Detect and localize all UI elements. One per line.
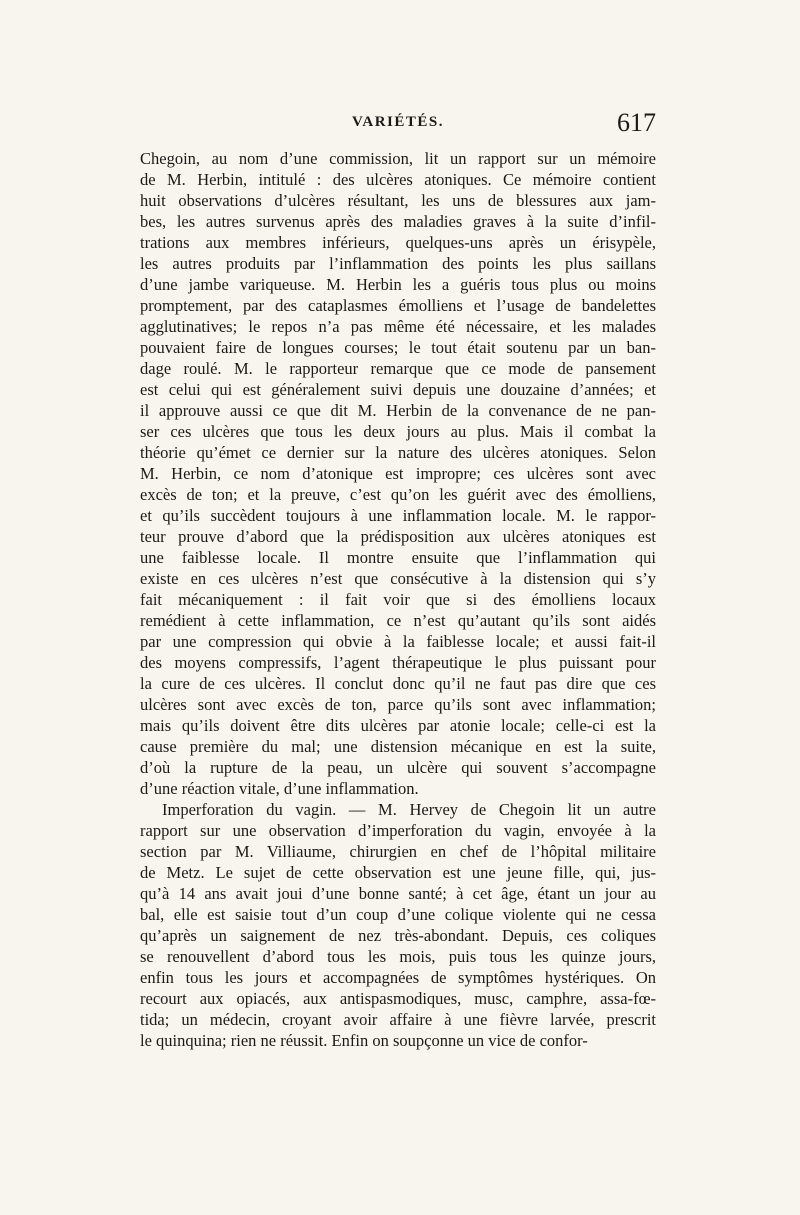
text-line: fait mécaniquement : il fait voir que si des émolliens locaux — [140, 590, 656, 609]
text-line: et qu’ils succèdent toujours à une inflammation locale. M. le rappor- — [140, 506, 656, 525]
text-line: est celui qui est généralement suivi depuis une douzaine d’années; et — [140, 380, 656, 399]
text-line: qu’à 14 ans avait joui d’une bonne santé; à cet âge, étant un jour au — [140, 884, 656, 903]
text-line: d’où la rupture de la peau, un ulcère qui souvent s’accompagne — [140, 758, 656, 777]
body-text — [140, 148, 656, 1051]
text-line: de Metz. Le sujet de cette observation est une jeune fille, qui, jus- — [140, 863, 656, 882]
text-line: par une compression qui obvie à la faiblesse locale; et aussi fait-il — [140, 632, 656, 651]
page-number: 617 — [617, 108, 656, 137]
text-line: bes, les autres survenus après des maladies graves à la suite d’infil- — [140, 212, 656, 231]
text-line: existe en ces ulcères n’est que consécutive à la distension qui s’y — [140, 569, 656, 588]
text-line: recourt aux opiacés, aux antispasmodiques, musc, camphre, assa-fœ- — [140, 989, 656, 1008]
text-line: Imperforation du vagin. — M. Hervey de Chegoin lit un autre — [162, 800, 656, 819]
text-line: se renouvellent d’abord tous les mois, puis tous les quinze jours, — [140, 947, 656, 966]
text-line: bal, elle est saisie tout d’un coup d’une colique violente qui ne cessa — [140, 905, 656, 924]
text-line: excès de ton; et la preuve, c’est qu’on les guérit avec des émolliens, — [140, 485, 656, 504]
text-line: la cure de ces ulcères. Il conclut donc qu’il ne faut pas dire que ces — [140, 674, 656, 693]
text-line: teur prouve d’abord que la prédisposition aux ulcères atoniques est — [140, 527, 656, 546]
text-line: pouvaient faire de longues courses; le tout était soutenu par un ban- — [140, 338, 656, 357]
paragraph — [140, 148, 656, 799]
text-line: d’une jambe variqueuse. M. Herbin les a guéris tous plus ou moins — [140, 275, 656, 294]
text-line: de M. Herbin, intitulé : des ulcères atoniques. Ce mémoire contient — [140, 170, 656, 189]
text-line: huit observations d’ulcères résultant, les uns de blessures aux jam- — [140, 191, 656, 210]
running-title: VARIÉTÉS. — [351, 114, 444, 130]
text-line: Chegoin, au nom d’une commission, lit un rapport sur un mémoire — [140, 149, 656, 168]
text-line: enfin tous les jours et accompagnées de symptômes hystériques. On — [140, 968, 656, 987]
text-line: section par M. Villiaume, chirurgien en chef de l’hôpital militaire — [140, 842, 656, 861]
text-line: tida; un médecin, croyant avoir affaire à une fièvre larvée, prescrit — [140, 1010, 656, 1029]
text-line: ulcères sont avec excès de ton, parce qu’ils sont avec inflammation; — [140, 695, 656, 714]
text-line: dage roulé. M. le rapporteur remarque que ce mode de pansement — [140, 359, 656, 378]
text-line: cause première du mal; une distension mécanique en est la suite, — [140, 737, 656, 756]
text-line: trations aux membres inférieurs, quelques-uns après un érisypèle, — [140, 233, 656, 252]
text-line: une faiblesse locale. Il montre ensuite que l’inflammation qui — [140, 548, 656, 567]
text-line: ser ces ulcères que tous les deux jours au plus. Mais il combat la — [140, 422, 656, 441]
text-line: remédient à cette inflammation, ce n’est qu’autant qu’ils sont aidés — [140, 611, 656, 630]
text-line: promptement, par des cataplasmes émolliens et l’usage de bandelettes — [140, 296, 656, 315]
text-line: qu’après un saignement de nez très-abondant. Depuis, ces coliques — [140, 926, 656, 945]
text-line: il approuve aussi ce que dit M. Herbin de la convenance de ne pan- — [140, 401, 656, 420]
paragraph — [140, 799, 656, 1051]
text-line: agglutinatives; le repos n’a pas même été nécessaire, et les malades — [140, 317, 656, 336]
text-line: mais qu’ils doivent être dits ulcères par atonie locale; celle-ci est la — [140, 716, 656, 735]
text-line: théorie qu’émet ce dernier sur la nature des ulcères atoniques. Selon — [140, 443, 656, 462]
text-line: d’une réaction vitale, d’une inflammation. — [140, 779, 419, 798]
text-line: M. Herbin, ce nom d’atonique est impropre; ces ulcères sont avec — [140, 464, 656, 483]
text-line: rapport sur une observation d’imperforation du vagin, envoyée à la — [140, 821, 656, 840]
text-line: les autres produits par l’inflammation des points les plus saillans — [140, 254, 656, 273]
text-line: des moyens compressifs, l’agent thérapeutique le plus puissant pour — [140, 653, 656, 672]
text-line: le quinquina; rien ne réussit. Enfin on soupçonne un vice de confor- — [140, 1031, 588, 1050]
page-header — [140, 108, 656, 138]
